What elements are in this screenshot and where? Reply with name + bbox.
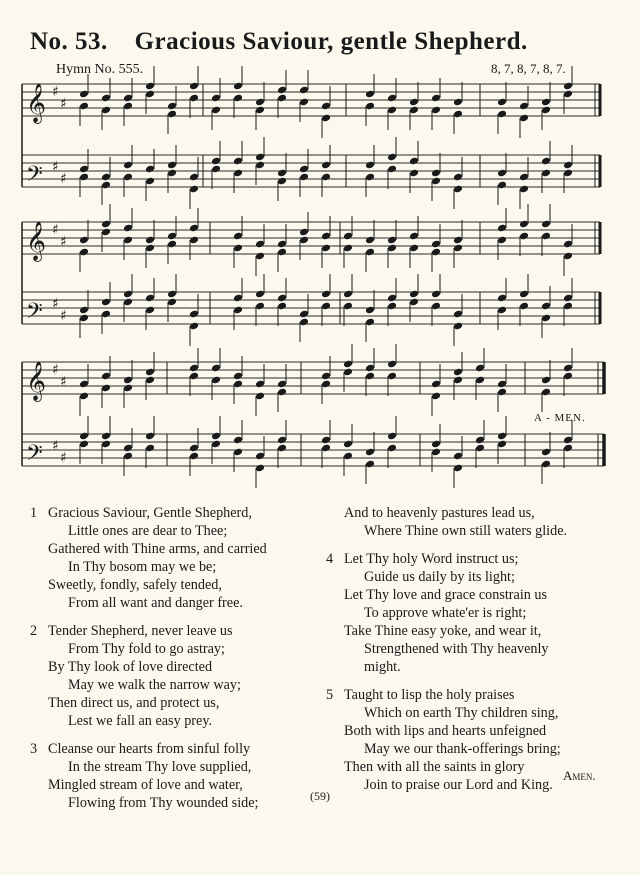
verse-line: In the stream Thy love supplied, (68, 759, 252, 775)
verse-line: And to heavenly pastures lead us, (344, 505, 535, 521)
sharp-icon: ♯ (60, 374, 67, 390)
verse-number: 3 (30, 741, 38, 757)
verse-line: Taught to lisp the holy praises (344, 687, 515, 703)
page-number: (59) (310, 789, 330, 803)
verse-1 (30, 504, 315, 612)
verse-line: From all want and danger free. (68, 595, 243, 611)
verse-line: From Thy fold to go astray; (68, 641, 225, 657)
verse-line: Then direct us, and protect us, (48, 695, 220, 711)
verse-line: might. (364, 659, 401, 675)
hymn-number: No. 53. (30, 28, 108, 55)
verse-number: 4 (326, 551, 334, 567)
verse-line: In Thy bosom may we be; (68, 559, 217, 575)
verse-line: Lest we fall an easy prey. (68, 713, 213, 729)
sharp-icon: ♯ (60, 308, 67, 324)
verse-line: Let Thy love and grace constrain us (344, 587, 548, 603)
bass-clef-icon: 𝄢 (26, 162, 43, 192)
sharp-icon: ♯ (52, 84, 59, 100)
sharp-icon: ♯ (52, 438, 59, 454)
verse-3 (30, 740, 315, 812)
verse-4 (326, 550, 626, 676)
verse-2 (30, 622, 315, 730)
verse-number: 1 (30, 505, 38, 521)
amen-text: Amen. (563, 768, 596, 783)
verse-line: To approve whate'er is right; (364, 605, 527, 621)
sharp-icon: ♯ (52, 362, 59, 378)
verse-number: 5 (326, 687, 334, 703)
sharp-icon: ♯ (60, 171, 67, 187)
treble-clef-icon: 𝄞 (26, 361, 47, 401)
verse-line: Where Thine own still waters glide. (364, 523, 568, 539)
verse-line: Then with all the saints in glory (344, 759, 525, 775)
treble-clef-icon: 𝄞 (26, 221, 47, 261)
verses-column-right (326, 504, 626, 804)
hymn-title: Gracious Saviour, gentle Shepherd. (134, 28, 528, 55)
verse-line: Guide us daily by its light; (364, 569, 515, 585)
verse-number: 2 (30, 623, 38, 639)
verse-line: Little ones are dear to Thee; (68, 523, 228, 539)
verse-line: By Thy look of love directed (48, 659, 213, 675)
verse-line: Gracious Saviour, Gentle Shepherd, (48, 505, 252, 521)
verse-line: Cleanse our hearts from sinful folly (48, 741, 251, 757)
bass-clef-icon: 𝄢 (26, 441, 43, 471)
verse-line: Flowing from Thy wounded side; (68, 795, 259, 811)
verse-line: Take Thine easy yoke, and wear it, (344, 623, 542, 639)
verse-line: Let Thy holy Word instruct us; (344, 551, 519, 567)
treble-clef-icon: 𝄞 (26, 83, 47, 123)
sharp-icon: ♯ (60, 234, 67, 250)
verse-line: Both with lips and hearts unfeigned (344, 723, 547, 739)
verse-line: Join to praise our Lord and King. (364, 777, 553, 793)
sharp-icon: ♯ (60, 96, 67, 112)
amen-music-label: A - MEN. (534, 412, 586, 424)
verse-line: Gathered with Thine arms, and carried (48, 541, 267, 557)
sharp-icon: ♯ (52, 296, 59, 312)
verse-line: Which on earth Thy children sing, (364, 705, 559, 721)
verse-line: Sweetly, fondly, safely tended, (48, 577, 222, 593)
hymn-meter: 8, 7, 8, 7, 8, 7. (491, 61, 566, 76)
verse-line: May we walk the narrow way; (68, 677, 241, 693)
verse-line: Strengthened with Thy heavenly (364, 641, 549, 657)
verse-line: Tender Shepherd, never leave us (48, 623, 233, 639)
sharp-icon: ♯ (52, 222, 59, 238)
verse-line: May we our thank-offerings bring; (364, 741, 561, 757)
verses-column-left (30, 504, 315, 822)
verse-3-continued (326, 504, 626, 540)
sharp-icon: ♯ (60, 450, 67, 466)
sharp-icon: ♯ (52, 159, 59, 175)
bass-clef-icon: 𝄢 (26, 299, 43, 329)
hymn-reference: Hymn No. 555. (56, 62, 144, 77)
verse-line: Mingled stream of love and water, (48, 777, 243, 793)
